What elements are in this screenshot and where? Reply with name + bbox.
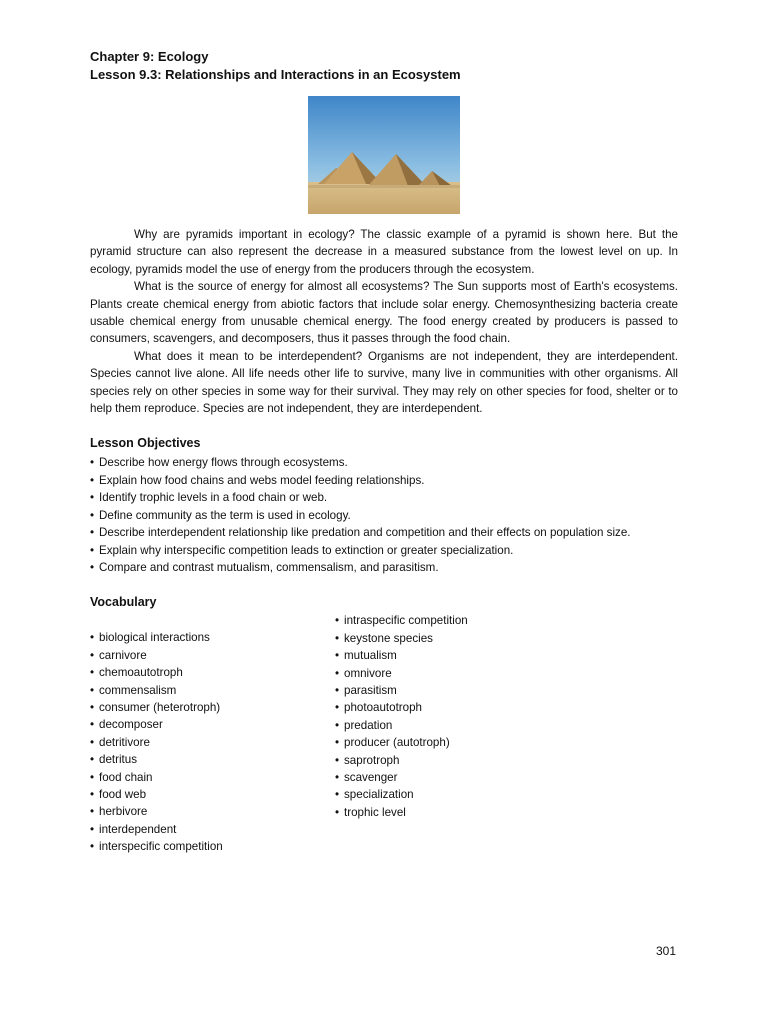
vocabulary-term: • saprotroph: [335, 752, 468, 769]
objectives-list: [90, 454, 678, 576]
vocabulary-term: • trophic level: [335, 804, 468, 821]
vocabulary-term: • omnivore: [335, 665, 468, 682]
objective-item: • Compare and contrast mutualism, commensalism, and parasitism.: [90, 559, 678, 576]
document-page: [90, 48, 678, 855]
objective-item: • Describe how energy flows through ecosystems.: [90, 454, 678, 471]
vocabulary-term: • food chain: [90, 769, 223, 786]
vocabulary-term: • food web: [90, 786, 223, 803]
pyramids-photo: [308, 96, 460, 214]
objective-item: • Identify trophic levels in a food chain or web.: [90, 489, 678, 506]
vocabulary-term: • intraspecific competition: [335, 612, 468, 629]
chapter-title: Chapter 9: Ecology: [90, 49, 209, 64]
paragraph: What does it mean to be interdependent? Organisms are not independent, they are interdependent. Species cannot live alone. All life needs other life to survive, many live in communities with other organisms. All species rely on other species in some way for their survival. They may rely on other species for food, shelter or to help them reproduce. Species are not independent, they are interdependent.: [90, 349, 678, 416]
vocabulary-term: • biological interactions: [90, 629, 223, 646]
objective-item: • Explain why interspecific competition leads to extinction or greater specialization.: [90, 542, 678, 559]
vocabulary-term: • predation: [335, 717, 468, 734]
objective-item: • Define community as the term is used in ecology.: [90, 507, 678, 524]
intro-text: [90, 226, 678, 417]
vocabulary-term: • keystone species: [335, 630, 468, 647]
vocabulary-list: [90, 614, 678, 855]
vocabulary-heading: Vocabulary: [90, 595, 157, 610]
vocabulary-term: • photoautotroph: [335, 699, 468, 716]
vocabulary-column-left: [90, 629, 223, 855]
vocabulary-term: • decomposer: [90, 716, 223, 733]
objectives-heading: Lesson Objectives: [90, 436, 201, 451]
vocabulary-term: • commensalism: [90, 682, 223, 699]
vocabulary-term: • detritivore: [90, 734, 223, 751]
vocabulary-term: • detritus: [90, 751, 223, 768]
vocabulary-term: • scavenger: [335, 769, 468, 786]
vocabulary-term: • interdependent: [90, 821, 223, 838]
paragraph: Why are pyramids important in ecology? The classic example of a pyramid is shown here. But the pyramid structure can also represent the decrease in a measured substance from the lowest level on up. In ecology, pyramids model the use of energy from the producers through the ecosystem.: [90, 228, 678, 276]
vocabulary-column-right: [335, 612, 468, 821]
page-number: 301: [656, 944, 677, 958]
lesson-title: Lesson 9.3: Relationships and Interactions in an Ecosystem: [90, 67, 461, 82]
vocabulary-term: • interspecific competition: [90, 838, 223, 855]
objective-item: • Explain how food chains and webs model feeding relationships.: [90, 472, 678, 489]
vocabulary-term: • producer (autotroph): [335, 734, 468, 751]
vocabulary-term: • herbivore: [90, 803, 223, 820]
objective-item: • Describe interdependent relationship like predation and competition and their effects on population size.: [90, 524, 678, 541]
vocabulary-term: • chemoautotroph: [90, 664, 223, 681]
paragraph: What is the source of energy for almost all ecosystems? The Sun supports most of Earth's ecosystems. Plants create chemical energy from abiotic factors that include solar energy. Chemosynthesizing bacteria create usable chemical energy from unusable chemical energy. The food energy created by producers is passed to consumers, scavengers, and decomposers, thus it passes through the food chain.: [90, 280, 678, 346]
vocabulary-term: • carnivore: [90, 647, 223, 664]
vocabulary-term: • mutualism: [335, 647, 468, 664]
vocabulary-term: • consumer (heterotroph): [90, 699, 223, 716]
vocabulary-term: • parasitism: [335, 682, 468, 699]
vocabulary-term: • specialization: [335, 786, 468, 803]
